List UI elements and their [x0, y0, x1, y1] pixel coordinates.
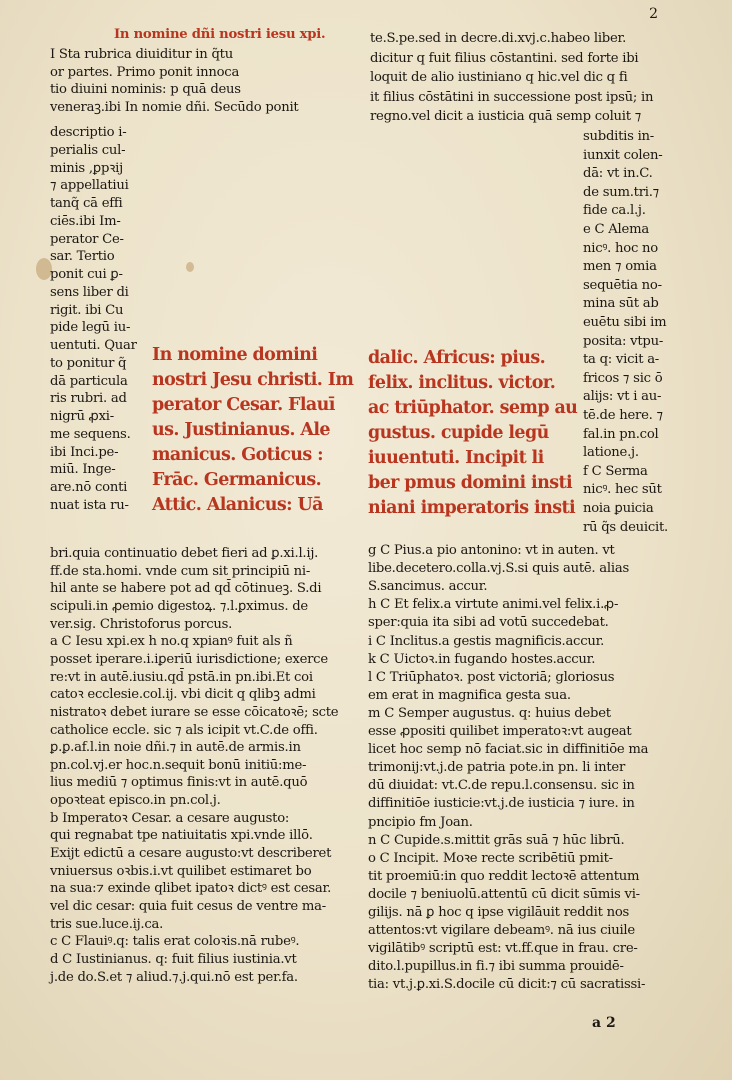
gloss-line: fricos ⁊ sic ō [583, 370, 663, 386]
gloss-line: sequētia no- [583, 277, 662, 293]
text-line: scipuli.in ꝓemio digestoꝝ. ⁊.l.ꝑximus. de [50, 598, 308, 614]
text-line: tio diuini nominis: p quā deus [50, 82, 241, 98]
text-line: nistratoꝛ debet iurare se esse cōicatoꝛē; scte [50, 704, 339, 720]
text-line: g C Pius.a pio antonino: vt in auten. vt [368, 543, 615, 558]
gloss-line: ta q: vicit a- [583, 352, 660, 368]
gloss-line: sar. Tertio [50, 249, 115, 265]
gloss-line: mina sūt ab [583, 296, 659, 312]
gloss-line: uentuti. Quar [50, 338, 137, 353]
gloss-line: fal.in pn.col [583, 426, 659, 442]
text-line: em erat in magnifica gesta sua. [368, 687, 571, 703]
text-line: trimonij:vt.j.de patria pote.in pn. li inter [368, 760, 625, 776]
gloss-line: perator Ce- [50, 231, 124, 247]
text-line: pn.col.vj.er hoc.n.sequit bonū initiū:me- [50, 757, 307, 773]
text-line: na sua:⁊ exinde qlibet ipatoꝛ dictꝰ est cesar. [50, 881, 332, 897]
text-line: c C Flauiꝰ.q: talis erat coloꝛis.nā rubeꝰ. [50, 934, 300, 950]
text-line: k C Uictoꝛ.in fugando hostes.accur. [368, 651, 596, 667]
gloss-line: tē.de here. ⁊ [583, 408, 663, 423]
gloss-line: noia ꝑuicia [583, 501, 654, 516]
signature-mark: a 2 [592, 1015, 616, 1031]
text-line: pncipio fm Joan. [368, 814, 473, 830]
text-line: or partes. Primo ponit innoca [50, 64, 240, 80]
gloss-line: latione.j. [583, 445, 639, 461]
text-line: esse ꝓpositi quilibet imperatoꝛ:vt augeat [368, 724, 632, 739]
text-line: it filius cōstātini in successione post ipsū; in [370, 89, 654, 105]
gloss-line: ris rubri. ad [50, 391, 127, 407]
text-line: attentos:vt vigilare debeamꝰ. nā ius ciuile [368, 923, 635, 939]
rubric-line: ber pmus domini insti [368, 473, 572, 493]
gloss-line: euētu sibi im [583, 315, 667, 330]
rubric-line: Attic. Alanicus: Uā [152, 495, 323, 515]
text-line: te.S.pe.sed in decre.di.xvj.c.habeo liber. [370, 31, 627, 46]
text-line: a C Iesu xpi.ex h no.q xpianꝰ fuit als ñ [50, 634, 293, 650]
gloss-line: ibi Inci.pe- [50, 444, 119, 460]
gloss-line: me sequens. [50, 426, 131, 442]
gloss-line: descriptio i- [50, 125, 127, 140]
paper-stain [186, 262, 194, 272]
rubric-line: dalic. Africus: pius. [368, 348, 546, 368]
text-line: I Sta rubrica diuiditur in q̃tu [50, 47, 233, 62]
gloss-line: rū q̃s deuicit. [583, 519, 668, 535]
gloss-line: pide legū iu- [50, 320, 131, 336]
text-line: opoꝛteat episco.in pn.col.j. [50, 793, 221, 809]
text-line: veneraꝫ.ibi In nomie dñi. Secūdo ponit [50, 99, 299, 115]
gloss-line: perialis cul- [50, 142, 126, 158]
text-line: dito.l.pupillus.in fi.⁊ ibi summa prouidē- [368, 959, 624, 975]
text-line: j.de do.S.et ⁊ aliud.⁊.j.qui.nō est per.fa. [50, 969, 298, 985]
gloss-line: rigit. ibi Cu [50, 302, 124, 318]
text-line: lius mediū ⁊ optimus finis:vt in autē.quō [50, 775, 308, 791]
rubric-line: niani imperatoris insti [368, 498, 575, 518]
text-line: ff.de sta.homi. vnde cum sit principiū ni- [50, 563, 311, 579]
gloss-line: dā particula [50, 373, 128, 389]
text-line: vigilātibꝰ scriptū est: vt.ff.que in frau. cre- [368, 941, 638, 957]
rubric-line: iuuentuti. Incipit li [368, 448, 544, 468]
rubric-line: In nomine domini [152, 345, 318, 365]
text-line: l C Triūphatoꝛ. post victoriā; gloriosus [368, 669, 615, 685]
text-line: docile ⁊ beniuolū.attentū cū dicit sūmis vi- [368, 886, 640, 902]
gloss-line: fide ca.l.j. [583, 203, 646, 219]
text-line: d C Iustinianus. q: fuit filius iustinia.vt [50, 951, 297, 967]
gloss-line: ciēs.ibi Im- [50, 213, 121, 229]
gloss-line: sens liber di [50, 284, 129, 300]
text-line: loquit de alio iustiniano q hic.vel dic q fi [370, 70, 628, 85]
text-line: o C Incipit. Moꝛe recte scribētiū pmit- [368, 850, 613, 866]
gloss-line: alijs: vt i au- [583, 389, 662, 405]
rubric-line: manicus. Goticus : [152, 445, 323, 465]
text-line: b Imperatoꝛ Cesar. a cesare augusto: [50, 810, 290, 826]
text-line: gilijs. nā ꝑ hoc q ipse vigilāuit reddit nos [368, 905, 630, 920]
rubric-line: Frāc. Germanicus. [152, 470, 322, 490]
text-line: sper:quia ita sibi ad votū succedebat. [368, 615, 609, 631]
gloss-line: to ponitur q̃ [50, 355, 127, 371]
gloss-line: men ⁊ omia [583, 259, 657, 275]
text-line: licet hoc semp nō faciat.sic in diffinitiōe ma [368, 742, 649, 758]
text-line: S.sancimus. accur. [368, 579, 488, 595]
text-line: regno.vel dicit a iusticia quā semp coluit ⁊ [370, 109, 642, 124]
rubric-line: perator Cesar. Flauī [152, 395, 335, 415]
gloss-line: subditis in- [583, 129, 655, 144]
rubric-line: felix. inclitus. victor. [368, 373, 556, 393]
text-line: vniuersus oꝛbis.i.vt quilibet estimaret bo [50, 863, 312, 879]
gloss-line: ponit cui ꝑ- [50, 267, 123, 282]
page-number: 2 [649, 6, 658, 22]
rubric-line: nostri Jesu christi. Im [152, 370, 354, 390]
text-line: ꝑ.ꝑ.af.l.in noie dñi.⁊ in autē.de armis.in [50, 740, 301, 756]
text-line: hil ante se habere pot ad qd̄ cōtinueꝫ. S.di [50, 581, 322, 597]
gloss-line: nuat ista ru- [50, 497, 129, 513]
text-line: m C Semper augustus. q: huius debet [368, 705, 611, 721]
text-line: ver.sig. Christoforus porcus. [50, 616, 233, 632]
text-line: tris sue.luce.ij.ca. [50, 916, 164, 932]
text-line: bri.quia continuatio debet fieri ad ꝑ.xi.l.ij. [50, 546, 319, 561]
text-line: catoꝛ ecclesie.col.ij. vbi dicit q qlibꝫ admi [50, 687, 316, 703]
gloss-line: dā: vt in.C. [583, 166, 653, 182]
gloss-line: iunxit colen- [583, 147, 663, 163]
gloss-line: nigrū ꝓxi- [50, 409, 114, 424]
rubric-line: gustus. cupide legū [368, 423, 549, 443]
gloss-line: posita: vtpu- [583, 333, 664, 349]
gloss-line: de sum.tri.⁊ [583, 184, 659, 200]
text-line: dū diuidat: vt.C.de repu.l.consensu. sic in [368, 778, 635, 794]
gloss-line: e C Alema [583, 222, 649, 237]
gloss-line: minis ,ꝑpꝛij [50, 160, 123, 176]
text-line: n C Cupide.s.mittit grās suā ⁊ hūc librū. [368, 832, 625, 848]
text-line: posset iperare.i.iꝑeriū iurisdictione; exerce [50, 651, 328, 667]
gloss-line: nicꝰ. hoc no [583, 240, 658, 256]
rubric-line: us. Justinianus. Ale [152, 420, 330, 440]
text-line: catholice eccle. sic ⁊ als icipit vt.C.de offi. [50, 722, 318, 738]
text-line: i C Inclitus.a gestis magnificis.accur. [368, 633, 605, 649]
gloss-line: f C Serma [583, 463, 648, 479]
gloss-line: are.nō conti [50, 480, 128, 495]
gloss-line: tanq̃ cā effi [50, 196, 123, 211]
rubric-line: ac triūphator. semp au [368, 398, 578, 418]
text-line: vel dic cesar: quia fuit cesus de ventre ma- [50, 899, 326, 914]
gloss-line: ⁊ appellatiui [50, 178, 129, 194]
text-line: tia: vt.j.ꝑ.xi.S.docile cū dicit:⁊ cū sacratissi- [368, 977, 646, 993]
text-line: dicitur q fuit filius cōstantini. sed forte ibi [370, 50, 639, 66]
text-line: h C Et felix.a virtute animi.vel felix.i.ꝓ- [368, 597, 619, 613]
left-column-header: In nomine dñi nostri iesu xpi. [114, 27, 326, 42]
gloss-line: nicꝰ. hec sūt [583, 482, 662, 498]
gloss-line: miū. Inge- [50, 462, 116, 478]
text-line: re:vt in autē.iusiu.qd̄ pstā.in pn.ibi.Et coi [50, 669, 313, 685]
text-line: diffinitiōe iusticie:vt.j.de iusticia ⁊ iure. in [368, 796, 635, 812]
text-line: tit proemiū:in quo reddit lectoꝛē attentum [368, 868, 640, 884]
text-line: Exijt edictū a cesare augusto:vt describeret [50, 846, 332, 862]
text-line: qui regnabat tpe natiuitatis xpi.vnde illō. [50, 828, 313, 844]
text-line: libe.decetero.colla.vj.S.si quis autē. alias [368, 561, 629, 577]
